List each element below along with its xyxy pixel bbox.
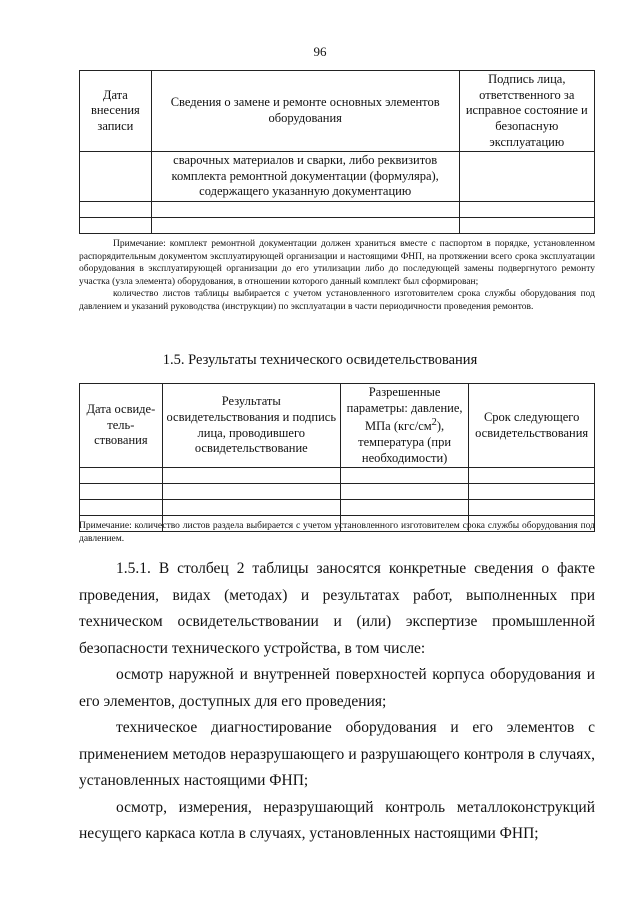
- section-title: 1.5. Результаты технического освидетельствования: [162, 352, 478, 368]
- body-paragraph: осмотр, измерения, неразрушающий контроль металлоконструкций несущего каркаса котла в случаях, установленных настоящими ФНП;: [79, 798, 595, 842]
- header-parameters-text: Разрешенные параметры: давление, МПа (кгс/см: [346, 385, 463, 434]
- header-inspection-date: Дата освиде-тель-ствования: [80, 384, 163, 468]
- table-cell: [80, 468, 163, 484]
- table-cell: [459, 202, 594, 218]
- header-next-inspection: Срок следующего освидетельствования: [469, 384, 595, 468]
- table-row: [80, 202, 595, 218]
- header-repair-info: Сведения о замене и ремонте основных элементов оборудования: [151, 71, 459, 152]
- header-signature: Подпись лица, ответственного за исправное состояние и безопасную эксплуатацию: [459, 71, 594, 152]
- repair-records-table: [79, 70, 595, 234]
- inspection-results-table: [79, 383, 595, 532]
- table-cell: [80, 484, 163, 500]
- table-row: [80, 152, 595, 202]
- table-cell: [340, 484, 468, 500]
- body-paragraph: осмотр наружной и внутренней поверхностей корпуса оборудования и его элементов, доступных для его проведения;: [79, 666, 595, 710]
- table-cell: [80, 152, 152, 202]
- superscript: 2: [431, 417, 437, 429]
- body-paragraph: техническое диагностирование оборудования и его элементов с применением методов неразрушающего и разрушающего контроля в случаях, установленных настоящими ФНП;: [79, 719, 595, 789]
- header-parameters-text: ), температура (при необходимости): [358, 419, 452, 465]
- table-cell: [469, 484, 595, 500]
- table-cell: [340, 500, 468, 516]
- table2-note: [79, 520, 595, 545]
- table-row: [80, 218, 595, 234]
- page-number: 96: [313, 44, 327, 59]
- table-cell: [80, 202, 152, 218]
- table-cell: [459, 218, 594, 234]
- table-cell: [459, 152, 594, 202]
- table-cell: [80, 500, 163, 516]
- table-row: [80, 500, 595, 516]
- table-cell: [162, 484, 340, 500]
- table1-note: [79, 238, 595, 313]
- table-cell: [469, 500, 595, 516]
- note-paragraph: Примечание: комплект ремонтной документации должен храниться вместе с паспортом в порядке, установленном распорядительным документом эксплуатирующей организации и настоящими ФНП, на протяжении всего срока эксплуатации оборудования в эксплуатирующей организации до его утилизации либо до последующей замены подвергнутого ремонту участка (узла элемента) оборудования, в отношении которого данный комплект был сформирован;: [79, 239, 595, 287]
- table-cell: [469, 468, 595, 484]
- note-paragraph: количество листов таблицы выбирается с учетом установленного изготовителем срока службы оборудования под давлением и указаний руководства (инструкции) по эксплуатации в части периодичности проведения ремонтов.: [79, 289, 595, 312]
- header-allowed-parameters: [340, 384, 468, 468]
- continuation-cell: сварочных материалов и сварки, либо реквизитов комплекта ремонтной документации (формуляра), содержащего указанную документацию: [151, 152, 459, 202]
- table-cell: [162, 468, 340, 484]
- body-text: [79, 556, 595, 848]
- table-cell: [80, 218, 152, 234]
- table-cell: [162, 500, 340, 516]
- table-row: [80, 484, 595, 500]
- body-paragraph: 1.5.1. В столбец 2 таблицы заносятся конкретные сведения о факте проведения, видах (методах) и результатах работ, выполненных при техническом освидетельствовании и (или) экспертизе промышленной безопасности технического устройства, в том числе:: [79, 560, 595, 657]
- header-inspection-results: Результаты освидетельствования и подпись лица, проводившего освидетельствование: [162, 384, 340, 468]
- table-cell: [151, 202, 459, 218]
- table-cell: [340, 468, 468, 484]
- note-paragraph: Примечание: количество листов раздела выбирается с учетом установленного изготовителем срока службы оборудования под давлением.: [79, 521, 595, 544]
- table-row: [80, 468, 595, 484]
- table-cell: [151, 218, 459, 234]
- header-entry-date: Дата внесения записи: [80, 71, 152, 152]
